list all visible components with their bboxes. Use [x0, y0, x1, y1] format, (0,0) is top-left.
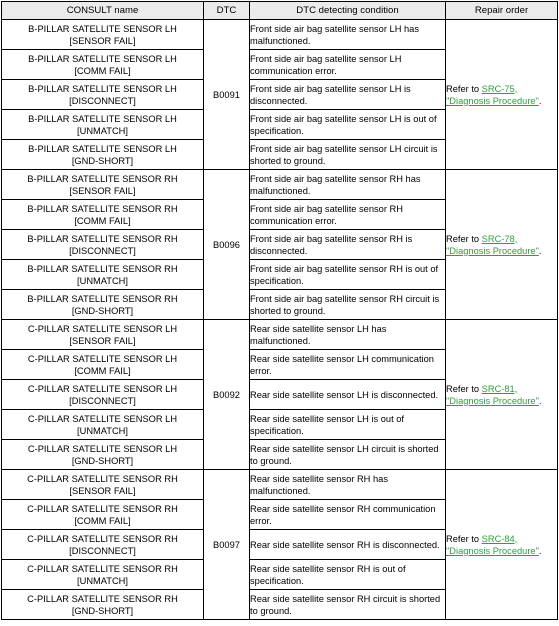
consult-name-line1: C-PILLAR SATELLITE SENSOR RH: [27, 593, 178, 604]
consult-name-cell: [2, 200, 204, 230]
consult-name-cell: [2, 320, 204, 350]
consult-name-cell: [2, 260, 204, 290]
repair-prefix: Refer to: [446, 533, 482, 544]
consult-name-line2: [COMM FAIL]: [74, 65, 131, 76]
dtc-code-cell: B0097: [204, 470, 250, 620]
diagnosis-procedure-link[interactable]: SRC-81, "Diagnosis Procedure": [446, 383, 539, 406]
consult-name-line1: B-PILLAR SATELLITE SENSOR RH: [27, 173, 178, 184]
consult-name-line1: B-PILLAR SATELLITE SENSOR RH: [27, 293, 178, 304]
header-repair-order: Repair order: [446, 2, 558, 20]
detecting-condition-cell: Rear side satellite sensor RH has malfunctioned.: [250, 470, 446, 500]
detecting-condition-cell: Front side air bag satellite sensor RH is disconnected.: [250, 230, 446, 260]
detecting-condition-cell: Rear side satellite sensor LH has malfunctioned.: [250, 320, 446, 350]
dtc-code-cell: B0092: [204, 320, 250, 470]
repair-suffix: .: [538, 245, 542, 256]
detecting-condition-cell: Rear side satellite sensor RH communication error.: [250, 500, 446, 530]
table-body: [2, 20, 558, 620]
consult-name-line1: B-PILLAR SATELLITE SENSOR LH: [28, 83, 177, 94]
consult-name-line1: C-PILLAR SATELLITE SENSOR LH: [27, 353, 178, 364]
repair-order-cell: [446, 470, 558, 620]
consult-name-cell: [2, 560, 204, 590]
consult-name-cell: [2, 470, 204, 500]
consult-name-line1: C-PILLAR SATELLITE SENSOR LH: [27, 443, 178, 454]
consult-name-cell: [2, 140, 204, 170]
consult-name-line2: [GND-SHORT]: [71, 155, 134, 166]
consult-name-cell: [2, 350, 204, 380]
repair-order-cell: [446, 170, 558, 320]
consult-name-line2: [UNMATCH]: [77, 425, 128, 436]
consult-name-line1: B-PILLAR SATELLITE SENSOR LH: [28, 53, 177, 64]
detecting-condition-cell: Front side air bag satellite sensor RH communication error.: [250, 200, 446, 230]
consult-name-line1: B-PILLAR SATELLITE SENSOR RH: [27, 263, 178, 274]
table-row: [2, 20, 558, 50]
consult-name-line2: [DISCONNECT]: [69, 395, 136, 406]
dtc-code-cell: B0096: [204, 170, 250, 320]
consult-name-line2: [UNMATCH]: [77, 275, 128, 286]
detecting-condition-cell: Rear side satellite sensor RH is out of specification.: [250, 560, 446, 590]
consult-name-line2: [DISCONNECT]: [69, 545, 136, 556]
consult-name-line2: [SENSOR FAIL]: [69, 185, 136, 196]
dtc-code-cell: B0091: [204, 20, 250, 170]
header-row: [2, 2, 558, 20]
consult-name-line2: [DISCONNECT]: [69, 95, 136, 106]
detecting-condition-cell: Rear side satellite sensor RH is disconnected.: [250, 530, 446, 560]
consult-name-line2: [COMM FAIL]: [74, 515, 131, 526]
consult-name-line1: C-PILLAR SATELLITE SENSOR RH: [27, 533, 178, 544]
repair-suffix: .: [538, 95, 542, 106]
repair-prefix: Refer to: [446, 233, 482, 244]
consult-name-line1: B-PILLAR SATELLITE SENSOR LH: [28, 143, 177, 154]
consult-name-line2: [SENSOR FAIL]: [69, 485, 136, 496]
detecting-condition-cell: Front side air bag satellite sensor RH circuit is shorted to ground.: [250, 290, 446, 320]
consult-name-cell: [2, 590, 204, 620]
detecting-condition-cell: Rear side satellite sensor LH is out of specification.: [250, 410, 446, 440]
consult-name-line2: [GND-SHORT]: [71, 455, 134, 466]
consult-name-cell: [2, 290, 204, 320]
consult-name-line2: [SENSOR FAIL]: [69, 335, 136, 346]
header-dtc: DTC: [204, 2, 250, 20]
consult-name-line1: C-PILLAR SATELLITE SENSOR RH: [27, 473, 178, 484]
consult-name-line1: C-PILLAR SATELLITE SENSOR LH: [27, 383, 178, 394]
diagnosis-procedure-link[interactable]: SRC-84, "Diagnosis Procedure": [446, 533, 539, 556]
consult-name-line2: [SENSOR FAIL]: [69, 35, 136, 46]
table-row: [2, 170, 558, 200]
repair-order-cell: [446, 20, 558, 170]
detecting-condition-cell: Rear side satellite sensor LH circuit is shorted to ground.: [250, 440, 446, 470]
consult-name-line1: C-PILLAR SATELLITE SENSOR RH: [27, 503, 178, 514]
consult-name-line2: [DISCONNECT]: [69, 245, 136, 256]
consult-name-cell: [2, 20, 204, 50]
detecting-condition-cell: Front side air bag satellite sensor LH is disconnected.: [250, 80, 446, 110]
consult-name-cell: [2, 440, 204, 470]
consult-name-line1: C-PILLAR SATELLITE SENSOR RH: [27, 563, 178, 574]
consult-name-line1: B-PILLAR SATELLITE SENSOR LH: [28, 113, 177, 124]
consult-name-line2: [COMM FAIL]: [74, 215, 131, 226]
consult-name-line2: [COMM FAIL]: [74, 365, 131, 376]
detecting-condition-cell: Front side air bag satellite sensor LH circuit is shorted to ground.: [250, 140, 446, 170]
consult-name-line2: [UNMATCH]: [77, 575, 128, 586]
consult-name-cell: [2, 380, 204, 410]
consult-name-line2: [GND-SHORT]: [71, 605, 134, 616]
consult-name-cell: [2, 500, 204, 530]
detecting-condition-cell: Front side air bag satellite sensor LH is out of specification.: [250, 110, 446, 140]
table-row: [2, 320, 558, 350]
consult-name-cell: [2, 110, 204, 140]
consult-name-cell: [2, 410, 204, 440]
consult-name-cell: [2, 170, 204, 200]
repair-order-cell: [446, 320, 558, 470]
detecting-condition-cell: Rear side satellite sensor LH is disconnected.: [250, 380, 446, 410]
consult-name-line1: B-PILLAR SATELLITE SENSOR RH: [27, 203, 178, 214]
diagnosis-procedure-link[interactable]: SRC-75, "Diagnosis Procedure": [446, 83, 539, 106]
consult-name-cell: [2, 50, 204, 80]
header-consult-name: CONSULT name: [2, 2, 204, 20]
detecting-condition-cell: Front side air bag satellite sensor RH is out of specification.: [250, 260, 446, 290]
repair-suffix: .: [538, 395, 542, 406]
detecting-condition-cell: Rear side satellite sensor RH circuit is shorted to ground.: [250, 590, 446, 620]
detecting-condition-cell: Front side air bag satellite sensor RH has malfunctioned.: [250, 170, 446, 200]
repair-prefix: Refer to: [446, 383, 482, 394]
detecting-condition-cell: Front side air bag satellite sensor LH communication error.: [250, 50, 446, 80]
diagnosis-procedure-link[interactable]: SRC-78, "Diagnosis Procedure": [446, 233, 539, 256]
detecting-condition-cell: Rear side satellite sensor LH communication error.: [250, 350, 446, 380]
consult-name-cell: [2, 230, 204, 260]
consult-name-cell: [2, 80, 204, 110]
header-condition: DTC detecting condition: [250, 2, 446, 20]
consult-name-cell: [2, 530, 204, 560]
repair-prefix: Refer to: [446, 83, 482, 94]
table-row: [2, 470, 558, 500]
consult-name-line1: B-PILLAR SATELLITE SENSOR LH: [28, 23, 177, 34]
consult-name-line2: [UNMATCH]: [77, 125, 128, 136]
detecting-condition-cell: Front side air bag satellite sensor LH has malfunctioned.: [250, 20, 446, 50]
repair-suffix: .: [538, 545, 542, 556]
consult-name-line1: B-PILLAR SATELLITE SENSOR RH: [27, 233, 178, 244]
consult-name-line2: [GND-SHORT]: [71, 305, 134, 316]
consult-name-line1: C-PILLAR SATELLITE SENSOR LH: [27, 413, 178, 424]
consult-name-line1: C-PILLAR SATELLITE SENSOR LH: [27, 323, 178, 334]
dtc-table: [1, 1, 558, 620]
